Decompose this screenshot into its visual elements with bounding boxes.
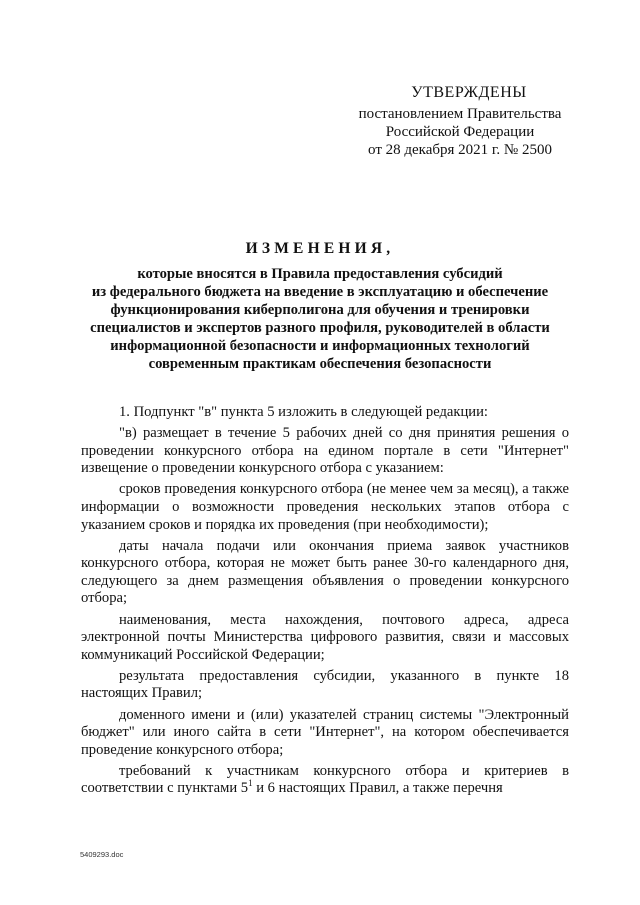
approval-line: Российской Федерации — [385, 124, 535, 140]
paragraph: даты начала подачи или окончания приема заявок участников конкурсного отбора, которая не может быть ранее 30-го календарного дня, следующего за днем размещения объявления о проведении конкурсного отбора; — [81, 537, 569, 607]
paragraph: наименования, места нахождения, почтового адреса, адреса электронной почты Министерства цифрового развития, связи и массовых коммуникаций Российской Федерации; — [81, 611, 569, 663]
paragraph-text: требований к участникам конкурсного отбора и критериев в соответствии с пунктами 5 — [81, 762, 569, 797]
superscript: 1 — [248, 778, 253, 789]
approval-date-line: от 28 декабря 2021 г. № 2500 — [368, 142, 552, 158]
subtitle-line: функционирования киберполигона для обучения и тренировки — [110, 302, 530, 318]
document-title — [60, 240, 580, 373]
paragraph: 1. Подпункт "в" пункта 5 изложить в следующей редакции: — [119, 404, 488, 420]
title-main: ИЗМЕНЕНИЯ, — [245, 240, 395, 257]
document-code: 5409293.doc — [80, 850, 124, 859]
paragraph: сроков проведения конкурсного отбора (не менее чем за месяц), а также информации о возможности проведения нескольких этапов отбора с указанием сроков и порядка их проведения (при необходимости); — [81, 481, 569, 533]
paragraph: "в) размещает в течение 5 рабочих дней со дня принятия решения о проведении конкурсного отбора на едином портале в сети "Интернет" извещение о проведении конкурсного отбора с указанием: — [81, 425, 569, 477]
subtitle-line: из федерального бюджета на введение в эксплуатацию и обеспечение — [91, 284, 549, 300]
approval-line: постановлением Правительства — [358, 106, 562, 122]
document-body — [81, 404, 569, 801]
subtitle-line: информационной безопасности и информационных технологий — [110, 338, 530, 354]
subtitle-line: специалистов и экспертов разного профиля, руководителей в области — [90, 320, 550, 336]
paragraph — [81, 763, 569, 798]
title-subtitle — [60, 265, 580, 373]
paragraph: доменного имени и (или) указателей страниц системы "Электронный бюджет" или иного сайта в сети "Интернет", на котором обеспечивается проведение конкурсного отбора; — [81, 706, 569, 758]
approval-stamp — [320, 84, 600, 159]
subtitle-line: современным практикам обеспечения безопасности — [148, 356, 492, 372]
subtitle-line: которые вносятся в Правила предоставления субсидий — [137, 266, 503, 282]
paragraph-text: и 6 настоящих Правил, а также перечня — [252, 780, 503, 797]
approval-heading: УТВЕРЖДЕНЫ — [411, 84, 527, 101]
paragraph: результата предоставления субсидии, указанного в пункте 18 настоящих Правил; — [81, 667, 569, 702]
